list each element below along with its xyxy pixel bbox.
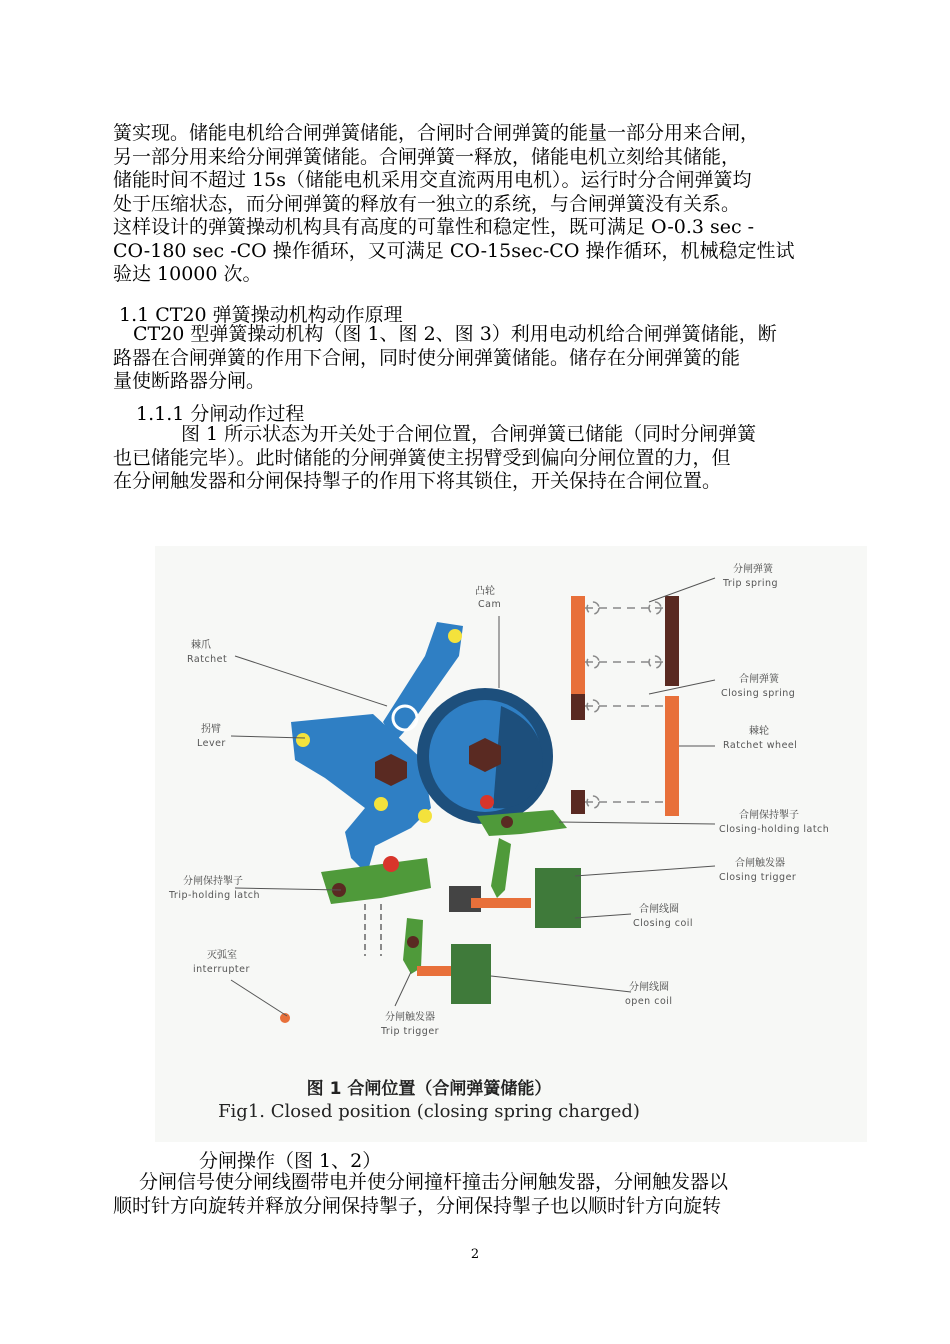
label-closing-latch-en: Closing-holding latch [719,824,830,835]
main-lever [291,714,431,874]
closing-spring-plate-top [571,694,585,720]
closing-plunger [471,898,531,908]
label-cam-cn: 凸轮 [475,586,495,597]
label-interrupter-cn: 灭弧室 [207,950,237,961]
closing-spring-coils [585,700,665,808]
label-open-coil-en: open coil [625,996,673,1007]
label-trip-trigger-cn: 分闸触发器 [385,1012,435,1023]
label-ratchet-cn: 棘爪 [191,640,211,651]
text-line: 在分闸触发器和分闸保持掣子的作用下将其锁住，开关保持在合闸位置。 [113,470,722,492]
text-line: 另一部分用来给分闸弹簧储能。合闸弹簧一释放，储能电机立刻给其储能， [113,145,741,168]
label-closing-spring-cn: 合闸弹簧 [739,674,779,685]
lever-pin-bottom [374,797,388,811]
label-trip-latch-en: Trip-holding latch [169,890,261,901]
text-line: 量使断路器分闸。 [113,370,266,392]
label-closing-latch-cn: 合闸保持掣子 [739,810,799,821]
section-heading-1-1: 1.1 CT20 弹簧操动机构动作原理 [119,304,403,326]
trip-trigger-pivot [407,936,419,948]
text-line: 分闸信号使分闸线圈带电并使分闸撞杆撞击分闸触发器，分闸触发器以 [139,1171,729,1193]
closing-spring-plate-bottom [571,790,585,814]
lever-pin-right [418,809,432,823]
text-line: 处于压缩状态，而分闸弹簧的释放有一独立的系统，与合闸弹簧没有关系。 [113,192,741,215]
label-closing-coil-cn: 合闸线圈 [639,904,679,915]
lever-pin-left [296,733,310,747]
open-coil [451,944,491,1004]
closing-trigger [491,838,511,898]
label-lever-en: Lever [197,738,226,749]
label-closing-trigger-en: Closing trigger [719,872,797,883]
subheading-trip-operation: 分闸操作（图 1、2） [199,1150,382,1172]
label-trip-spring-en: Trip spring [723,578,779,589]
text-line: 路器在合闸弹簧的作用下合闸，同时使分闸弹簧储能。储存在分闸弹簧的能 [113,346,741,369]
label-ratchet-en: Ratchet [187,654,228,665]
trip-spring-coils [585,602,665,668]
paragraph-trip-operation [113,1171,843,1218]
text-line: 也已储能完毕）。此时储能的分闸弹簧使主拐臂受到偏向分闸位置的力，但 [113,446,731,469]
paragraph-trip-process [113,423,843,494]
trip-latch-roller [383,856,399,872]
trip-spring-plate-right [665,596,679,686]
label-closing-spring-en: Closing spring [721,688,796,699]
label-lever-cn: 拐臂 [201,724,221,735]
section-heading-1-1-1: 1.1.1 分闸动作过程 [136,403,305,425]
label-open-coil-cn: 分闸线圈 [629,982,669,993]
paragraph-intro [113,122,843,287]
mechanism-diagram [155,546,867,1142]
label-trip-trigger-en: Trip trigger [381,1026,440,1037]
figure-caption-en: Fig1. Closed position (closing spring charged) [218,1101,640,1122]
mechanism-figure [155,546,867,1142]
interrupter-rods [365,904,381,956]
text-line: CT20 型弹簧操动机构（图 1、图 2、图 3）利用电动机给合闸弹簧储能，断 [133,323,777,345]
label-cam-en: Cam [478,599,502,610]
label-trip-spring-cn: 分闸弹簧 [733,564,773,575]
closing-coil [535,868,581,928]
text-line: 顺时针方向旋转并释放分闸保持掣子，分闸保持掣子也以顺时针方向旋转 [113,1194,722,1217]
paragraph-principle [113,323,843,394]
trip-spring-plate-left [571,596,585,696]
figure-caption-cn: 图 1 合闸位置（合闸弹簧储能） [306,1079,552,1099]
text-line: 储能时间不超过 15s（储能电机采用交直流两用电机）。运行时分合闸弹簧均 [113,169,752,191]
text-line: 验达 10000 次。 [113,263,262,285]
label-interrupter-en: interrupter [193,964,250,975]
label-closing-trigger-cn: 合闸触发器 [735,858,785,869]
label-closing-coil-en: Closing coil [633,918,694,929]
text-line: 这样设计的弹簧操动机构具有高度的可靠性和稳定性，既可满足 O-0.3 sec - [113,216,755,238]
text-line: CO-180 sec -CO 操作循环，又可满足 CO-15sec-CO 操作循环，机械稳定性试 [113,239,795,262]
trip-holding-latch [321,858,431,904]
closing-latch-pivot [501,816,513,828]
label-ratchet-wheel-cn: 棘轮 [749,726,769,737]
page-number: 2 [470,1247,480,1262]
closing-latch-roller [480,795,494,809]
pawl-pin [448,629,462,643]
closing-spring-plate-right [665,696,679,816]
text-line: 图 1 所示状态为开关处于合闸位置，合闸弹簧已储能（同时分闸弹簧 [181,423,757,445]
label-trip-latch-cn: 分闸保持掣子 [183,876,243,887]
text-line: 簧实现。储能电机给合闸弹簧储能，合闸时合闸弹簧的能量一部分用来合闸， [113,122,760,144]
label-ratchet-wheel-en: Ratchet wheel [723,740,798,751]
